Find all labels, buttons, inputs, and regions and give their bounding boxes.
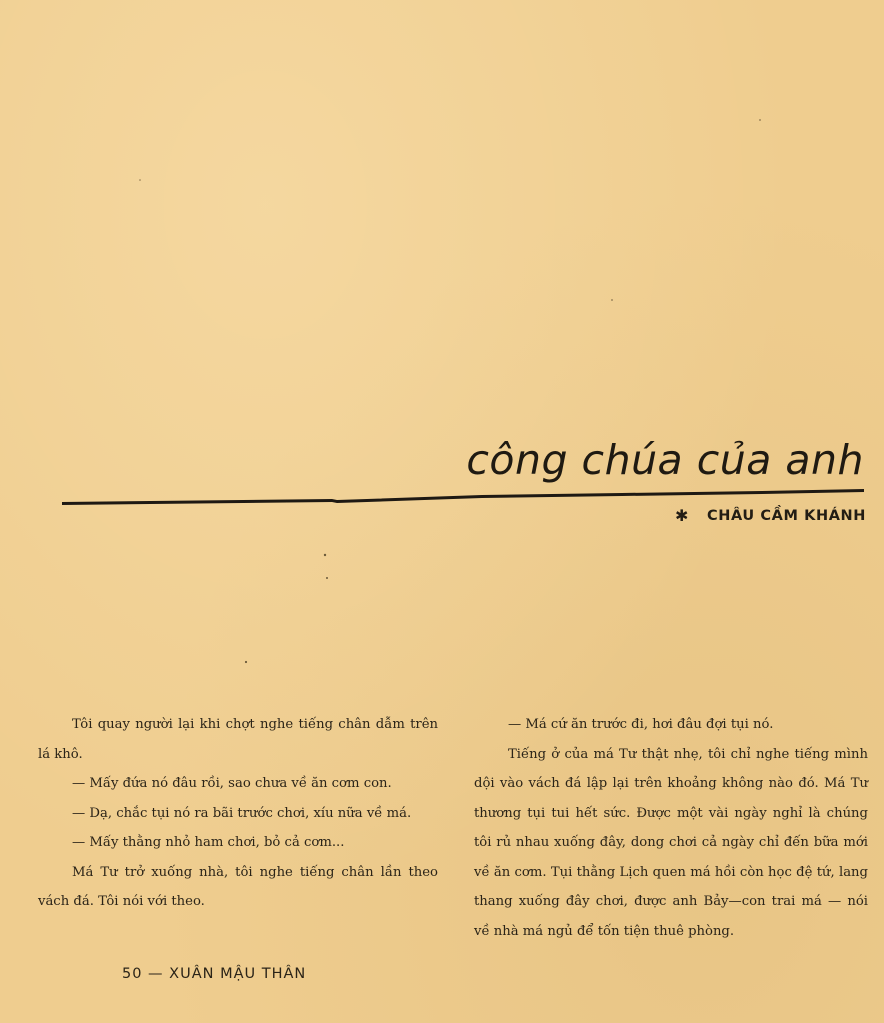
- asterisk-icon: ✱: [675, 506, 690, 525]
- paragraph: — Mấy đứa nó đâu rồi, sao chưa về ăn cơm con.: [72, 776, 392, 791]
- paragraph: — Dạ, chắc tụi nó ra bãi trước chơi, xíu nữa về má.: [72, 805, 412, 821]
- left-column: [38, 710, 438, 917]
- paragraph: Má Tư trở xuống nhà, tôi nghe tiếng chân lần theo vách đá. Tôi nói với theo.: [38, 864, 438, 909]
- paragraph: — Má cứ ăn trước đi, hơi đâu đợi tụi nó.: [508, 717, 774, 732]
- author-name: CHÂU CẦM KHÁNH: [707, 507, 866, 524]
- page-footer: 50 — XUÂN MẬU THÂN: [122, 966, 307, 982]
- author-byline: [675, 506, 866, 525]
- right-column: [474, 710, 868, 946]
- paragraph: Tiếng ở của má Tư thật nhẹ, tôi chỉ nghe tiếng mình dội vào vách đá lập lại trên khoảng không nào đó. Má Tư thương tụi tui hết sức. Được một vài ngày nghỉ là chúng tôi rủ nhau xuống đây, dong chơi cả ngày chỉ đến bữa mới về ăn cơm. Tụi thằng Lịch quen má hồi còn học đệ tứ, lang thang xuống đây chơi, được anh Bảy—con trai má — nói về nhà má ngủ để tốn tiện thuê phòng.: [474, 746, 868, 939]
- article-title: công chúa của anh: [466, 436, 864, 484]
- title-rule: [62, 488, 864, 506]
- paragraph: — Mấy thằng nhỏ ham chơi, bỏ cả cơm...: [72, 835, 345, 850]
- paragraph: Tôi quay người lại khi chợt nghe tiếng chân dẫm trên lá khô.: [38, 717, 438, 762]
